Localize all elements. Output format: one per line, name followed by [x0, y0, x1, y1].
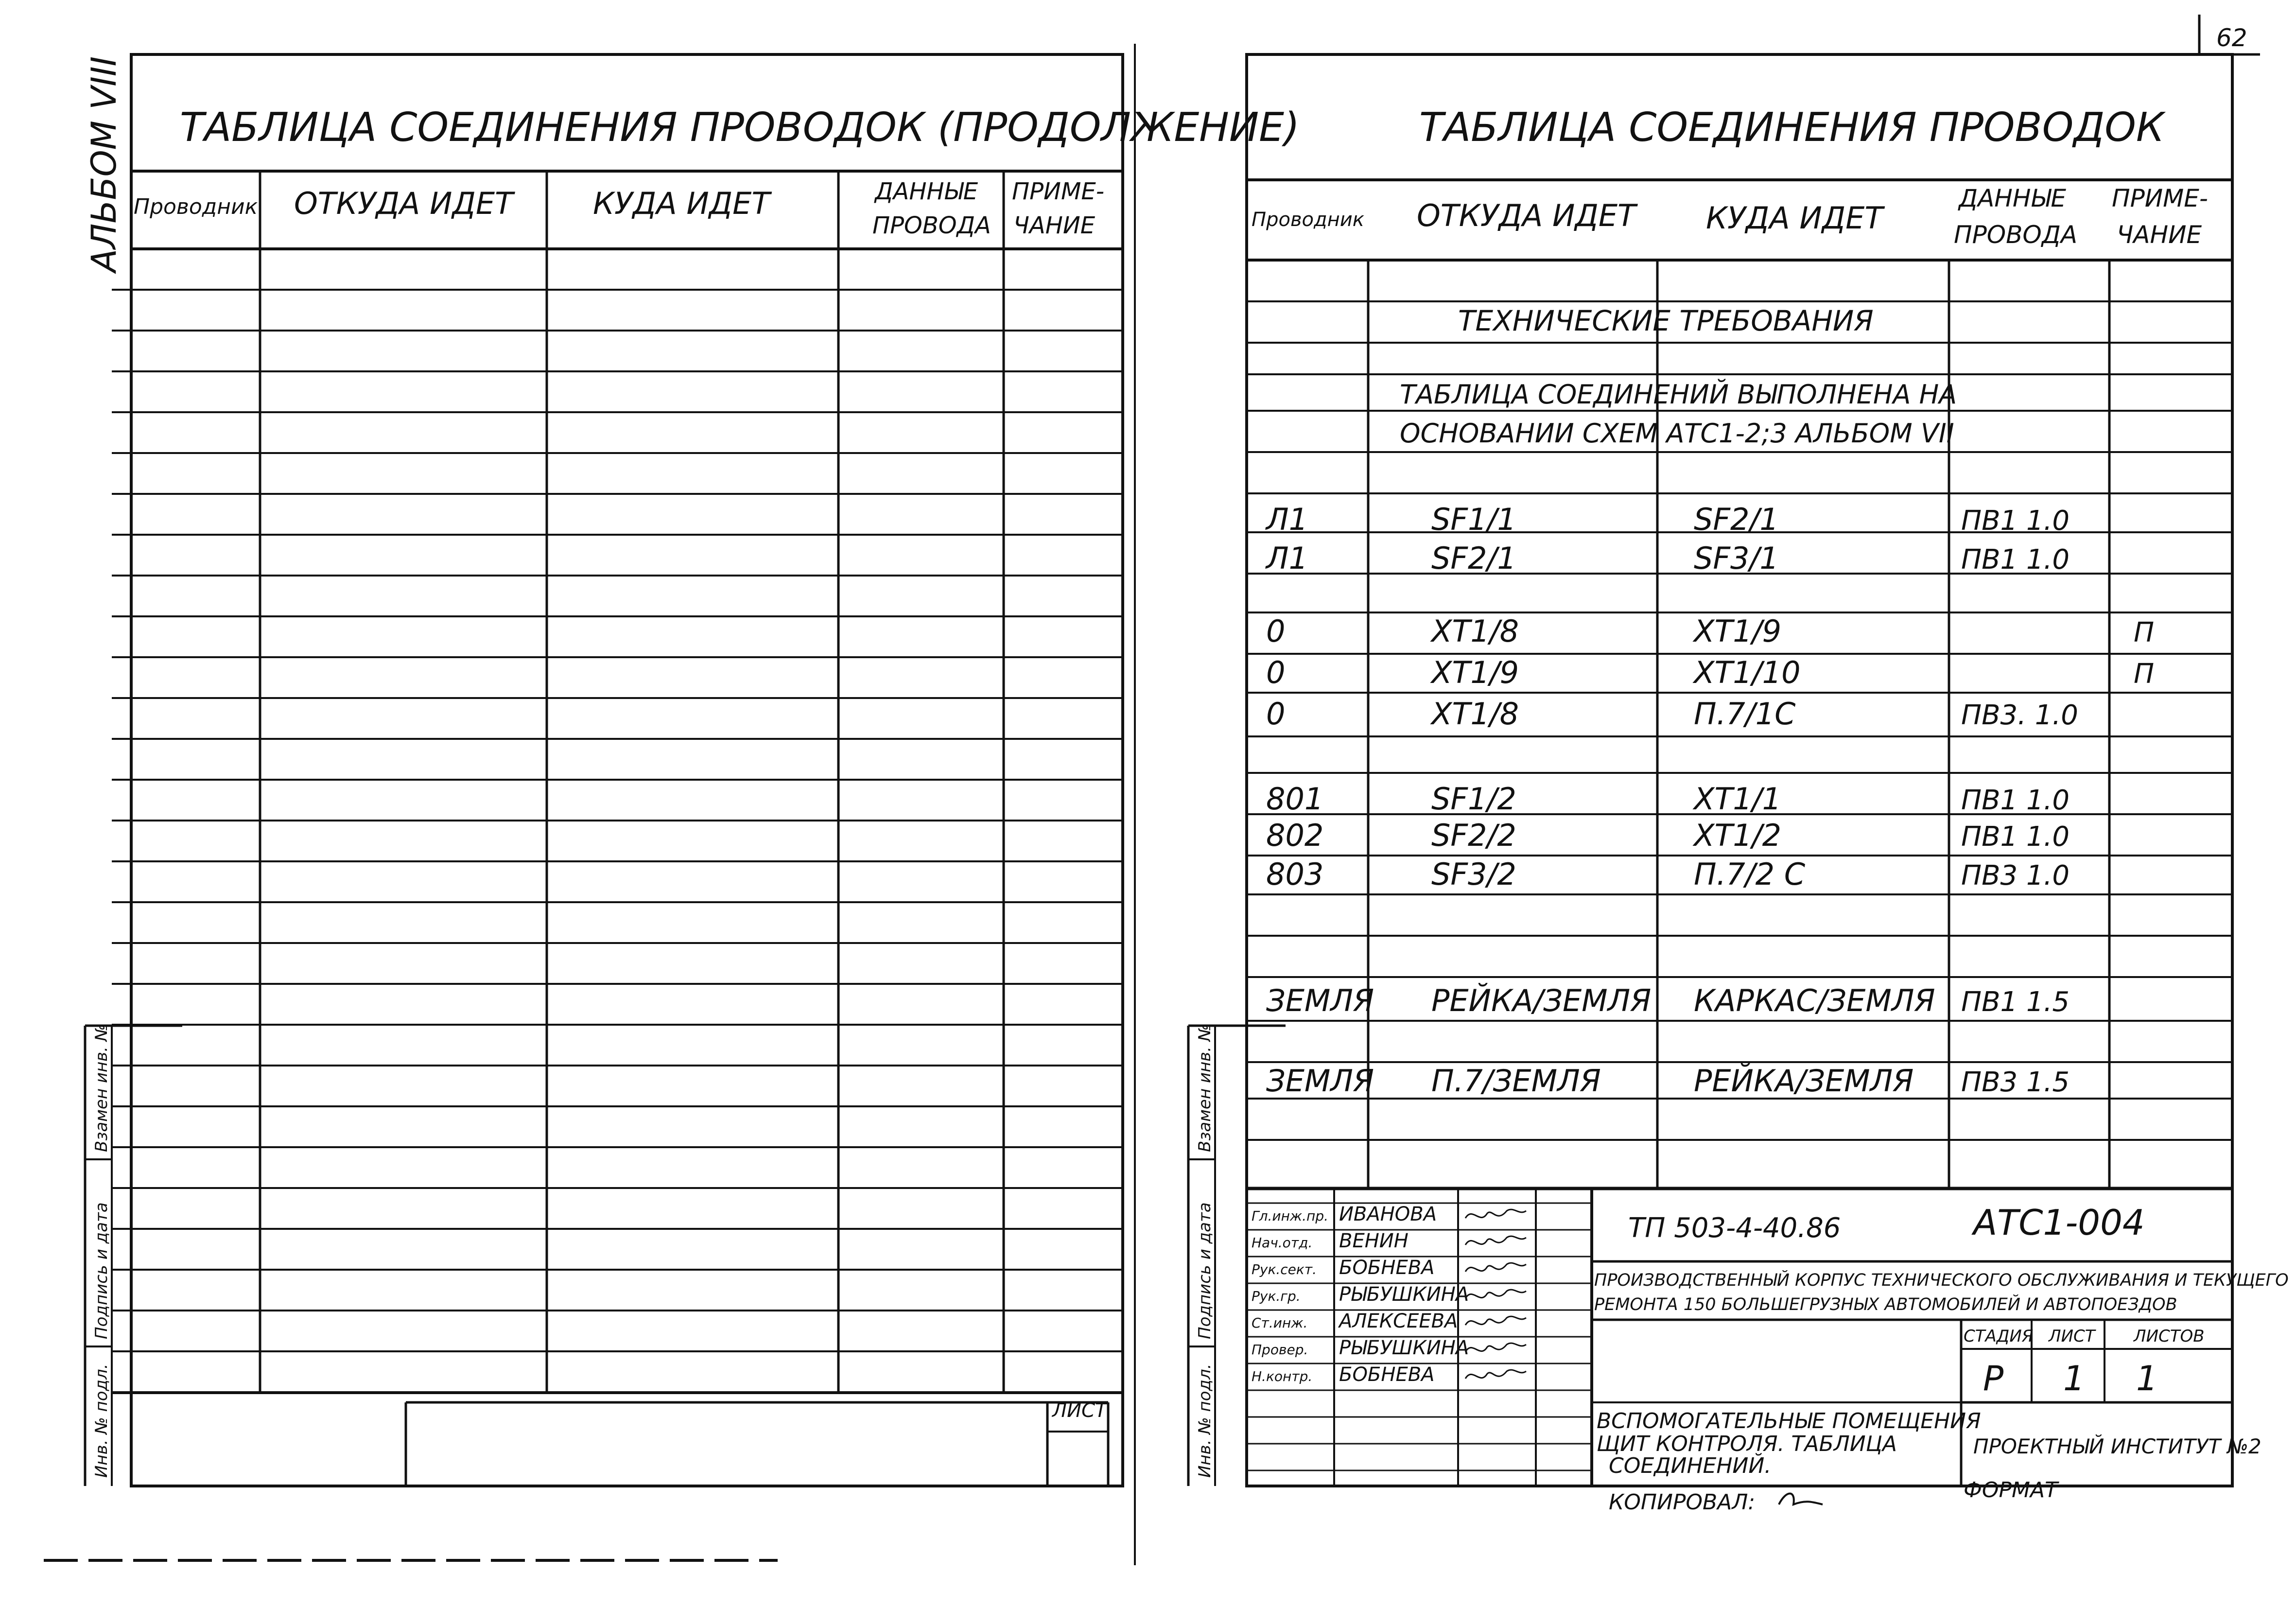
project-code: ТП 503-4-40.86 [1628, 1212, 1841, 1244]
row-from: SF3/2 [1431, 856, 1516, 892]
sig-role: Провер. [1252, 1342, 1308, 1358]
row-wire-data: ПВ1 1.0 [1961, 785, 2070, 816]
row-to: SF2/1 [1694, 502, 1779, 537]
left-stamp-inv-number: Инв. № подл. [92, 1363, 111, 1478]
row-wire-data: ПВ1 1.0 [1961, 544, 2070, 576]
tech-requirements-heading: ТЕХНИЧЕСКИЕ ТРЕБОВАНИЯ [1458, 304, 1874, 337]
description-line-1: ВСПОМОГАТЕЛЬНЫЕ ПОМЕЩЕНИЯ [1597, 1409, 1981, 1433]
right-header-note-1: ПРИМЕ- [2112, 184, 2208, 212]
row-note: П [2134, 617, 2155, 648]
row-to: П.7/1С [1694, 696, 1796, 732]
row-from: SF1/1 [1431, 502, 1516, 537]
row-note: П [2134, 658, 2155, 690]
left-stamp-signature-date: Подпись и дата [92, 1202, 111, 1339]
copier-signature [1779, 1494, 1823, 1505]
row-from: РЕЙКА/ЗЕМЛЯ [1431, 983, 1652, 1018]
sig-name: РЫБУШКИНА [1339, 1283, 1469, 1306]
row-conductor: ЗЕМЛЯ [1266, 1063, 1374, 1099]
sheet-label: ЛИСТ [2049, 1327, 2095, 1346]
sig-name: ВЕНИН [1339, 1230, 1409, 1252]
right-header-wire-data-1: ДАННЫЕ [1959, 184, 2066, 212]
left-sheet-label: ЛИСТ [1052, 1399, 1107, 1422]
row-to: SF3/1 [1694, 541, 1779, 576]
left-outer-frame [131, 54, 1123, 1486]
album-label: АЛЬБОМ VIII [84, 56, 124, 272]
left-header-from: ОТКУДА ИДЕТ [294, 186, 513, 221]
sig-name: РЫБУШКИНА [1339, 1337, 1469, 1359]
sig-name: БОБНЕВА [1339, 1257, 1435, 1279]
sig-role: Рук.сект. [1252, 1261, 1317, 1277]
row-to: XT1/9 [1694, 613, 1782, 649]
right-sheet-title: ТАБЛИЦА СОЕДИНЕНИЯ ПРОВОДОК [1419, 105, 2165, 151]
row-to: РЕЙКА/ЗЕМЛЯ [1694, 1063, 1914, 1099]
description-line-2: ЩИТ КОНТРОЛЯ. ТАБЛИЦА [1597, 1432, 1897, 1456]
description-line-3: СОЕДИНЕНИЙ. [1609, 1453, 1772, 1478]
right-table-rows [1265, 502, 2154, 1099]
sig-handwritten-signature [1465, 1316, 1526, 1325]
sig-role: Ст.инж. [1252, 1315, 1308, 1331]
row-wire-data: ПВ1 1.0 [1961, 821, 2070, 853]
sig-handwritten-signature [1465, 1343, 1526, 1352]
row-from: П.7/ЗЕМЛЯ [1431, 1063, 1601, 1099]
row-to: П.7/2 С [1694, 856, 1806, 892]
note-line-1: ТАБЛИЦА СОЕДИНЕНИЙ ВЫПОЛНЕНА НА [1400, 379, 1957, 410]
row-conductor: 0 [1266, 613, 1286, 649]
row-from: SF2/1 [1431, 541, 1516, 576]
row-wire-data: ПВ1 1.0 [1961, 505, 2070, 537]
stage-value: Р [1983, 1359, 2004, 1398]
row-from: XT1/8 [1431, 613, 1519, 649]
row-conductor: 801 [1266, 781, 1324, 817]
row-conductor: 803 [1266, 856, 1324, 892]
sig-role: Н.контр. [1252, 1368, 1313, 1384]
left-table-grid [112, 171, 1123, 1486]
row-to: XT1/1 [1694, 781, 1782, 817]
note-line-2: ОСНОВАНИИ СХЕМ АТС1-2;3 АЛЬБОМ VII [1400, 418, 1954, 449]
sig-handwritten-signature [1465, 1263, 1526, 1272]
organization-line-2: РЕМОНТА 150 БОЛЬШЕГРУЗНЫХ АВТОМОБИЛЕЙ И АВТОПОЕЗДОВ [1594, 1295, 2177, 1314]
right-header-wire-data-2: ПРОВОДА [1954, 221, 2078, 249]
stage-label: СТАДИЯ [1964, 1327, 2034, 1346]
sheets-value: 1 [2136, 1359, 2158, 1398]
sig-name: ИВАНОВА [1339, 1203, 1437, 1225]
sig-role: Гл.инж.пр. [1252, 1208, 1329, 1224]
right-header-conductor: Проводник [1252, 209, 1364, 231]
row-from: XT1/8 [1431, 696, 1519, 732]
sig-handwritten-signature [1465, 1209, 1526, 1218]
row-wire-data: ПВ3 1.0 [1961, 860, 2070, 891]
row-wire-data: ПВ3. 1.0 [1961, 699, 2078, 731]
row-from: XT1/9 [1431, 655, 1519, 690]
left-sheet [84, 54, 1300, 1486]
sig-handwritten-signature [1465, 1236, 1526, 1245]
left-sheet-title: ТАБЛИЦА СОЕДИНЕНИЯ ПРОВОДОК (ПРОДОЛЖЕНИЕ) [180, 105, 1300, 151]
copied-label: КОПИРОВАЛ: [1609, 1490, 1756, 1515]
format-label: ФОРМАТ [1964, 1478, 2058, 1503]
row-to: КАРКАС/ЗЕМЛЯ [1694, 983, 1935, 1018]
institute-name: ПРОЕКТНЫЙ ИНСТИТУТ №2 [1973, 1434, 2261, 1458]
left-header-conductor: Проводник [134, 194, 258, 219]
left-stamp-replaced-inv: Взамен инв. № [92, 1024, 111, 1152]
left-side-stamp [85, 1024, 182, 1486]
sig-role: Нач.отд. [1252, 1235, 1313, 1251]
right-stamp-replaced-inv: Взамен инв. № [1195, 1024, 1215, 1152]
right-stamp-signature-date: Подпись и дата [1195, 1202, 1215, 1339]
drawing-code: АТС1-004 [1973, 1202, 2145, 1243]
right-header-note-2: ЧАНИЕ [2117, 221, 2202, 249]
title-block [1247, 1189, 2289, 1486]
row-from: SF1/2 [1431, 781, 1516, 817]
right-header-to: КУДА ИДЕТ [1706, 200, 1883, 236]
sheet-value: 1 [2063, 1359, 2085, 1398]
sheets-label: ЛИСТОВ [2134, 1327, 2205, 1346]
left-header-note-1: ПРИМЕ- [1012, 178, 1105, 205]
sig-name: БОБНЕВА [1339, 1363, 1435, 1386]
row-conductor: Л1 [1266, 502, 1308, 537]
row-wire-data: ПВ3 1.5 [1961, 1066, 2070, 1098]
row-conductor: Л1 [1266, 541, 1308, 576]
organization-line-1: ПРОИЗВОДСТВЕННЫЙ КОРПУС ТЕХНИЧЕСКОГО ОБСЛУЖИВАНИЯ И ТЕКУЩЕГО [1594, 1271, 2289, 1290]
right-sheet [1188, 15, 2289, 1515]
left-header-wire-data-1: ДАННЫЕ [875, 178, 978, 205]
row-to: XT1/2 [1694, 818, 1782, 853]
row-to: XT1/10 [1694, 655, 1801, 690]
row-conductor: 0 [1266, 655, 1286, 690]
sig-handwritten-signature [1465, 1290, 1526, 1298]
sig-name: АЛЕКСЕЕВА [1339, 1310, 1458, 1332]
left-header-to: КУДА ИДЕТ [593, 186, 770, 221]
corner-page-number: 62 [2216, 24, 2247, 52]
sig-role: Рук.гр. [1252, 1288, 1301, 1304]
row-conductor: ЗЕМЛЯ [1266, 983, 1374, 1018]
left-header-wire-data-2: ПРОВОДА [872, 212, 991, 239]
left-header-note-2: ЧАНИЕ [1013, 212, 1096, 239]
row-conductor: 802 [1266, 818, 1324, 853]
signature-grid [1247, 1189, 1592, 1486]
row-wire-data: ПВ1 1.5 [1961, 986, 2070, 1018]
right-stamp-inv-number: Инв. № подл. [1195, 1363, 1215, 1478]
row-from: SF2/2 [1431, 818, 1516, 853]
row-conductor: 0 [1266, 696, 1286, 732]
right-header-from: ОТКУДА ИДЕТ [1417, 198, 1636, 233]
sig-handwritten-signature [1465, 1370, 1526, 1379]
